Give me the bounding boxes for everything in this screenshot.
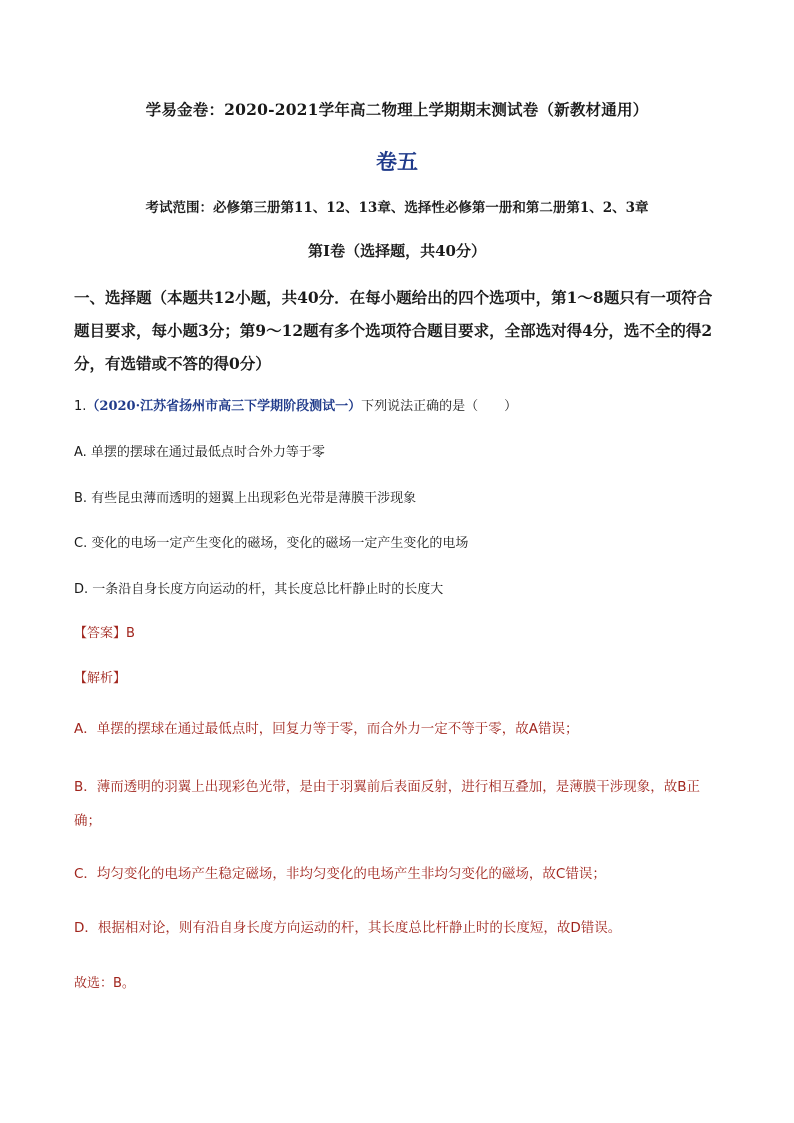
answer-value: B xyxy=(126,626,135,641)
analysis-line-c: C．均匀变化的电场产生稳定磁场，非均匀变化的电场产生非均匀变化的磁场，故C错误； xyxy=(74,866,606,882)
option-c: C. 变化的电场一定产生变化的磁场，变化的磁场一定产生变化的电场 xyxy=(74,536,469,551)
section-heading: 一、选择题（本题共12小题，共40分．在每小题给出的四个选项中，第1～8题只有一项符合题目要求，每小题3分；第9～12题有多个选项符合题目要求，全部选对得4分，选不全的得2分，有选错或不答的得0分） xyxy=(74,288,713,373)
analysis-label: 【解析】 xyxy=(74,671,127,686)
option-d: D. 一条沿自身长度方向运动的杆，其长度总比杆静止时的长度大 xyxy=(74,582,444,597)
question-stem: 下列说法正确的是（ ） xyxy=(361,399,518,414)
question-source: （2020·江苏省扬州市高三下学期阶段测试一） xyxy=(86,399,362,414)
part-heading: 第Ⅰ卷（选择题，共40分） xyxy=(308,242,486,260)
volume-title: 卷五 xyxy=(376,149,418,174)
analysis-line-d: D．根据相对论，则有沿自身长度方向运动的杆，其长度总比杆静止时的长度短，故D错误。 xyxy=(74,920,622,936)
answer xyxy=(74,622,135,641)
final-answer: 故选：B。 xyxy=(74,976,135,991)
answer-label: 【答案】 xyxy=(74,626,127,641)
exam-scope: 考试范围：必修第三册第11、12、13章、选择性必修第一册和第二册第1、2、3章 xyxy=(145,200,649,216)
question-1 xyxy=(74,395,517,414)
option-a: A. 单摆的摆球在通过最低点时合外力等于零 xyxy=(74,445,325,460)
option-b: B. 有些昆虫薄而透明的翅翼上出现彩色光带是薄膜干涉现象 xyxy=(74,491,417,506)
exam-title: 学易金卷：2020-2021学年高二物理上学期期末测试卷（新教材通用） xyxy=(145,100,649,119)
analysis-line-b: B．薄而透明的羽翼上出现彩色光带，是由于羽翼前后表面反射，进行相互叠加，是薄膜干涉现象，故B正确； xyxy=(74,779,701,829)
analysis-line-a: A．单摆的摆球在通过最低点时，回复力等于零，而合外力一定不等于零，故A错误； xyxy=(74,721,579,737)
question-number: 1. xyxy=(74,399,87,414)
